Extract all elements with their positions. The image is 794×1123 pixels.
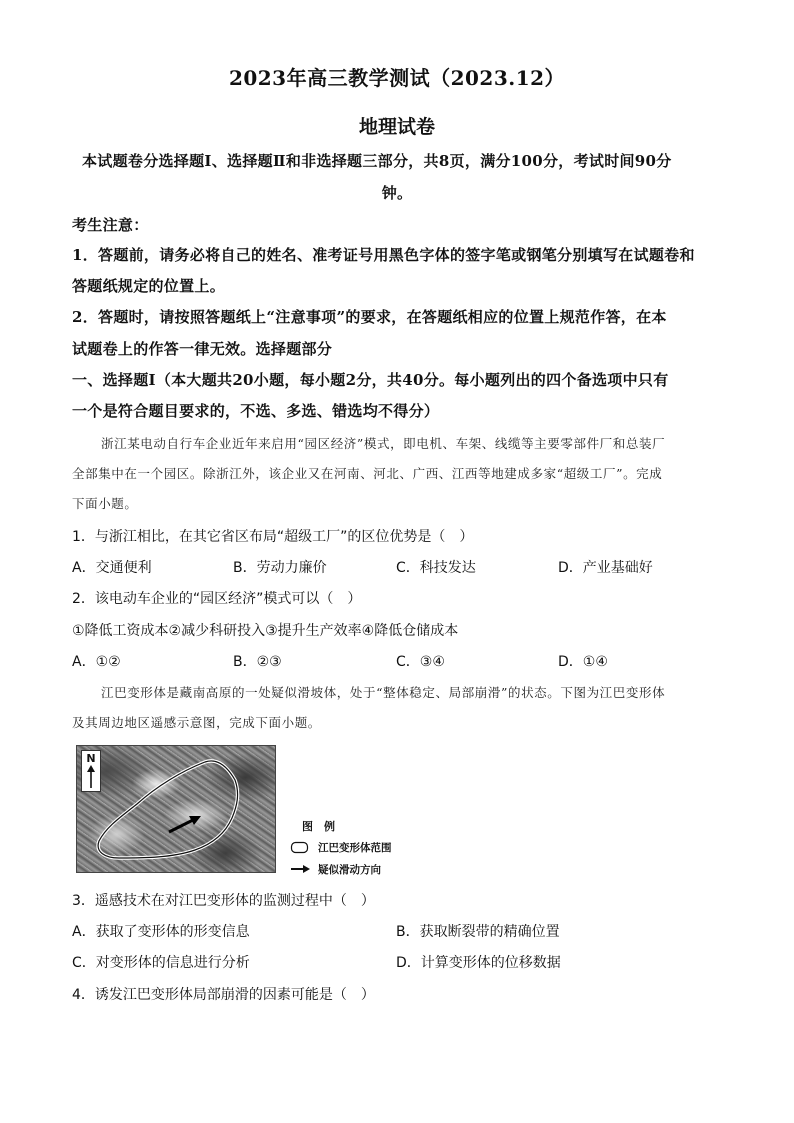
section-1-heading-line-2: 一个是符合题目要求的，不选、多选、错选均不得分） xyxy=(72,402,440,420)
slide-direction-arrow-icon xyxy=(77,746,275,872)
remote-sensing-map xyxy=(76,745,276,873)
notice-item-2-line-1: 2．答题时，请按照答题纸上“注意事项”的要求，在答题纸相应的位置上规范作答，在本 xyxy=(72,308,667,326)
question-2-option-b: B．②③ xyxy=(233,654,282,670)
passage-1-line-1: 浙江某电动自行车企业近年来启用“园区经济”模式，即电机、车架、线缆等主要零部件厂和总装厂 xyxy=(101,436,666,451)
notice-item-1-line-1: 1．答题前，请务必将自己的姓名、准考证号用黑色字体的签字笔或钢笔分别填写在试题卷和 xyxy=(72,246,695,264)
question-1-option-a: A．交通便利 xyxy=(72,560,152,576)
passage-2-line-2: 及其周边地区遥感示意图，完成下面小题。 xyxy=(72,715,321,730)
north-label: N xyxy=(86,752,96,765)
question-3-stem: 3．遥感技术在对江巴变形体的监测过程中（ ） xyxy=(72,893,375,909)
question-2-choices: ①降低工资成本②减少科研投入③提升生产效率④降低仓储成本 xyxy=(72,623,459,639)
question-2-stem: 2．该电动车企业的“园区经济”模式可以（ ） xyxy=(72,591,362,607)
question-3-option-b: B．获取断裂带的精确位置 xyxy=(396,924,560,940)
question-2-option-c: C．③④ xyxy=(396,654,445,670)
question-1-option-b: B．劳动力廉价 xyxy=(233,560,327,576)
question-3-option-d: D．计算变形体的位移数据 xyxy=(396,955,561,971)
exam-title: 2023年高三教学测试（2023.12） xyxy=(228,66,566,90)
intro-line-2: 钟。 xyxy=(381,184,413,202)
notice-item-1-line-2: 答题纸规定的位置上。 xyxy=(72,277,226,295)
question-3-option-c: C．对变形体的信息进行分析 xyxy=(72,955,250,971)
legend-arrow-label: 疑似滑动方向 xyxy=(318,864,381,876)
notice-heading: 考生注意： xyxy=(72,216,149,234)
question-2-option-d: D．①④ xyxy=(558,654,608,670)
question-3-option-a: A．获取了变形体的形变信息 xyxy=(72,924,250,940)
legend-range-label: 江巴变形体范围 xyxy=(318,842,392,854)
subject-title: 地理试卷 xyxy=(358,116,435,138)
question-1-option-d: D．产业基础好 xyxy=(558,560,653,576)
passage-2-line-1: 江巴变形体是藏南高原的一处疑似滑坡体，处于“整体稳定、局部崩滑”的状态。下图为江巴变形体 xyxy=(101,685,666,700)
notice-item-2-line-2: 试题卷上的作答一律无效。选择题部分 xyxy=(72,340,333,358)
legend-title: 图 例 xyxy=(302,820,335,833)
passage-1-line-3: 下面小题。 xyxy=(72,496,138,511)
section-1-heading-line-1: 一、选择题Ⅰ（本大题共20小题，每小题2分，共40分。每小题列出的四个备选项中只有 xyxy=(72,371,669,389)
intro-line-1: 本试题卷分选择题Ⅰ、选择题Ⅱ和非选择题三部分，共8页，满分100分，考试时间90分 xyxy=(82,152,672,170)
passage-1-line-2: 全部集中在一个园区。除浙江外，该企业又在河南、河北、广西、江西等地建成多家“超级工厂”。完成 xyxy=(72,466,663,481)
question-1-stem: 1．与浙江相比，在其它省区布局“超级工厂”的区位优势是（ ） xyxy=(72,529,474,545)
legend-arrow-icon xyxy=(290,864,312,874)
legend-range-icon xyxy=(290,841,310,855)
question-4-stem: 4．诱发江巴变形体局部崩滑的因素可能是（ ） xyxy=(72,987,375,1003)
question-1-option-c: C．科技发达 xyxy=(396,560,476,576)
question-2-option-a: A．①② xyxy=(72,654,121,670)
